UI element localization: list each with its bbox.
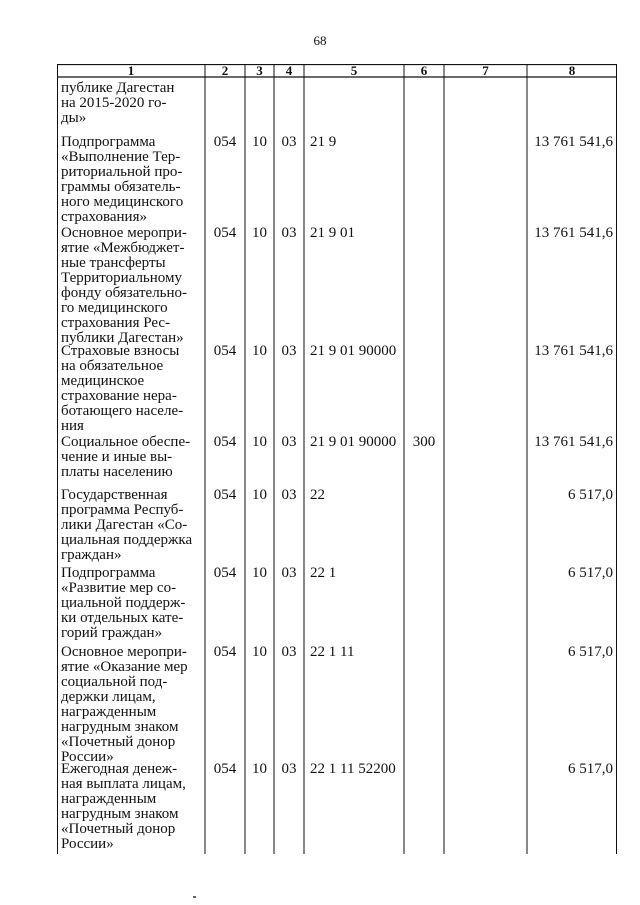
- name-line: публике Дагестан: [61, 80, 175, 96]
- header-col-8: 8: [568, 63, 576, 78]
- cell-ministry-code: 054: [213, 487, 237, 503]
- header-col-7: 7: [482, 63, 489, 78]
- name-line: ные трансферты: [61, 255, 166, 271]
- name-line: Территориальному: [61, 270, 183, 286]
- name-line: страхование нера-: [61, 388, 177, 404]
- cell-ministry-code: 054: [213, 644, 237, 660]
- name-line: «Почетный донор: [61, 821, 176, 837]
- budget-table: [57, 64, 617, 854]
- name-line: Подпрограмма: [61, 134, 156, 150]
- cell-section: 10: [252, 565, 267, 581]
- name-line: публики Дагестан»: [61, 330, 184, 346]
- name-line: ботающего населе-: [61, 403, 184, 419]
- header-col-2: 2: [221, 63, 229, 78]
- name-line: ятие «Межбюджет-: [61, 240, 185, 256]
- row-name: [61, 645, 199, 765]
- name-line: ки отдельных кате-: [61, 610, 184, 626]
- name-line: ды»: [61, 110, 87, 126]
- name-line: фонду обязательно-: [61, 285, 188, 301]
- cell-target-article: 21 9 01: [310, 225, 355, 241]
- name-line: лики Дагестан «Со-: [61, 517, 188, 533]
- name-line: платы населению: [61, 464, 173, 480]
- name-line: ятие «Оказание мер: [61, 659, 188, 675]
- name-line: социальной под-: [61, 674, 168, 690]
- name-line: граммы обязатель-: [61, 179, 181, 195]
- cell-target-article: 22 1: [310, 565, 337, 581]
- cell-amount: 6 517,0: [568, 565, 613, 581]
- cell-section: 10: [252, 644, 267, 660]
- name-line: Страховые взносы: [61, 343, 180, 359]
- name-line: страхования»: [61, 209, 147, 225]
- cell-subsection: 03: [281, 487, 297, 503]
- cell-target-article: 21 9: [310, 134, 337, 150]
- name-line: страхования Рес-: [61, 315, 171, 331]
- cell-target-article: 21 9 01 90000: [310, 343, 397, 359]
- header-col-5: 5: [350, 63, 358, 78]
- name-line: на 2015-2020 го-: [61, 95, 167, 111]
- row-name: [61, 135, 199, 225]
- cell-section: 10: [252, 761, 267, 777]
- name-line: «Развитие мер со-: [61, 580, 177, 596]
- header-col-1: 1: [127, 63, 135, 78]
- name-line: «Выполнение Тер-: [61, 149, 181, 165]
- cell-amount: 6 517,0: [568, 487, 613, 503]
- row-name: [61, 435, 199, 480]
- cell-amount: 6 517,0: [568, 644, 613, 660]
- cell-target-article: 22 1 11: [310, 644, 355, 660]
- cell-ministry-code: 054: [213, 343, 237, 359]
- cell-subsection: 03: [281, 134, 297, 150]
- cell-target-article: 22 1 11 52200: [310, 761, 396, 777]
- cell-subsection: 03: [281, 761, 297, 777]
- cell-section: 10: [252, 225, 267, 241]
- name-line: Основное меропри-: [61, 225, 187, 241]
- scan-speck: [193, 896, 196, 898]
- name-line: Ежегодная денеж-: [61, 761, 178, 777]
- name-line: риториальной про-: [61, 164, 183, 180]
- row-name: [61, 226, 199, 346]
- row-name: [61, 344, 199, 434]
- name-line: нагрудным знаком: [61, 719, 179, 735]
- cell-amount: 6 517,0: [568, 761, 613, 777]
- name-line: ная выплата лицам,: [61, 776, 186, 792]
- name-line: го медицинского: [61, 300, 168, 316]
- cell-subsection: 03: [281, 644, 297, 660]
- page-number: 68: [313, 33, 327, 48]
- name-line: чение и иные вы-: [61, 449, 173, 465]
- cell-expense-type: 300: [412, 434, 436, 450]
- name-line: России»: [61, 749, 114, 765]
- cell-section: 10: [252, 134, 267, 150]
- cell-ministry-code: 054: [213, 565, 237, 581]
- name-line: награжденным: [61, 791, 157, 807]
- cell-target-article: 22: [310, 487, 325, 503]
- name-line: медицинское: [61, 373, 145, 389]
- cell-ministry-code: 054: [213, 134, 237, 150]
- name-line: держки лицам,: [61, 689, 156, 705]
- name-line: Социальное обеспе-: [61, 434, 191, 450]
- name-line: Подпрограмма: [61, 565, 156, 581]
- cell-subsection: 03: [281, 343, 297, 359]
- cell-ministry-code: 054: [213, 434, 237, 450]
- name-line: «Почетный донор: [61, 734, 176, 750]
- name-line: награжденным: [61, 704, 157, 720]
- cell-subsection: 03: [281, 225, 297, 241]
- name-line: России»: [61, 836, 114, 852]
- cell-ministry-code: 054: [213, 761, 237, 777]
- row-name: [61, 488, 199, 563]
- header-col-3: 3: [256, 63, 263, 78]
- row-name: [61, 81, 199, 126]
- cell-ministry-code: 054: [213, 225, 237, 241]
- cell-amount: 13 761 541,6: [534, 134, 613, 150]
- cell-amount: 13 761 541,6: [534, 434, 613, 450]
- row-name: [61, 762, 199, 852]
- name-line: ния: [61, 418, 84, 434]
- cell-section: 10: [252, 487, 267, 503]
- name-line: программа Респуб-: [61, 502, 184, 518]
- cell-section: 10: [252, 434, 267, 450]
- cell-subsection: 03: [281, 565, 297, 581]
- name-line: Основное меропри-: [61, 644, 187, 660]
- header-col-4: 4: [285, 63, 293, 78]
- name-line: на обязательное: [61, 358, 164, 374]
- name-line: граждан»: [61, 547, 122, 563]
- name-line: горий граждан»: [61, 625, 163, 641]
- name-line: ного медицинского: [61, 194, 184, 210]
- header-col-6: 6: [420, 63, 428, 78]
- name-line: циальная поддержка: [61, 532, 193, 548]
- cell-amount: 13 761 541,6: [534, 225, 613, 241]
- cell-subsection: 03: [281, 434, 297, 450]
- row-name: [61, 566, 199, 641]
- cell-section: 10: [252, 343, 267, 359]
- name-line: циальной поддерж-: [61, 595, 186, 611]
- name-line: нагрудным знаком: [61, 806, 179, 822]
- name-line: Государственная: [61, 487, 168, 503]
- cell-amount: 13 761 541,6: [534, 343, 613, 359]
- cell-target-article: 21 9 01 90000: [310, 434, 397, 450]
